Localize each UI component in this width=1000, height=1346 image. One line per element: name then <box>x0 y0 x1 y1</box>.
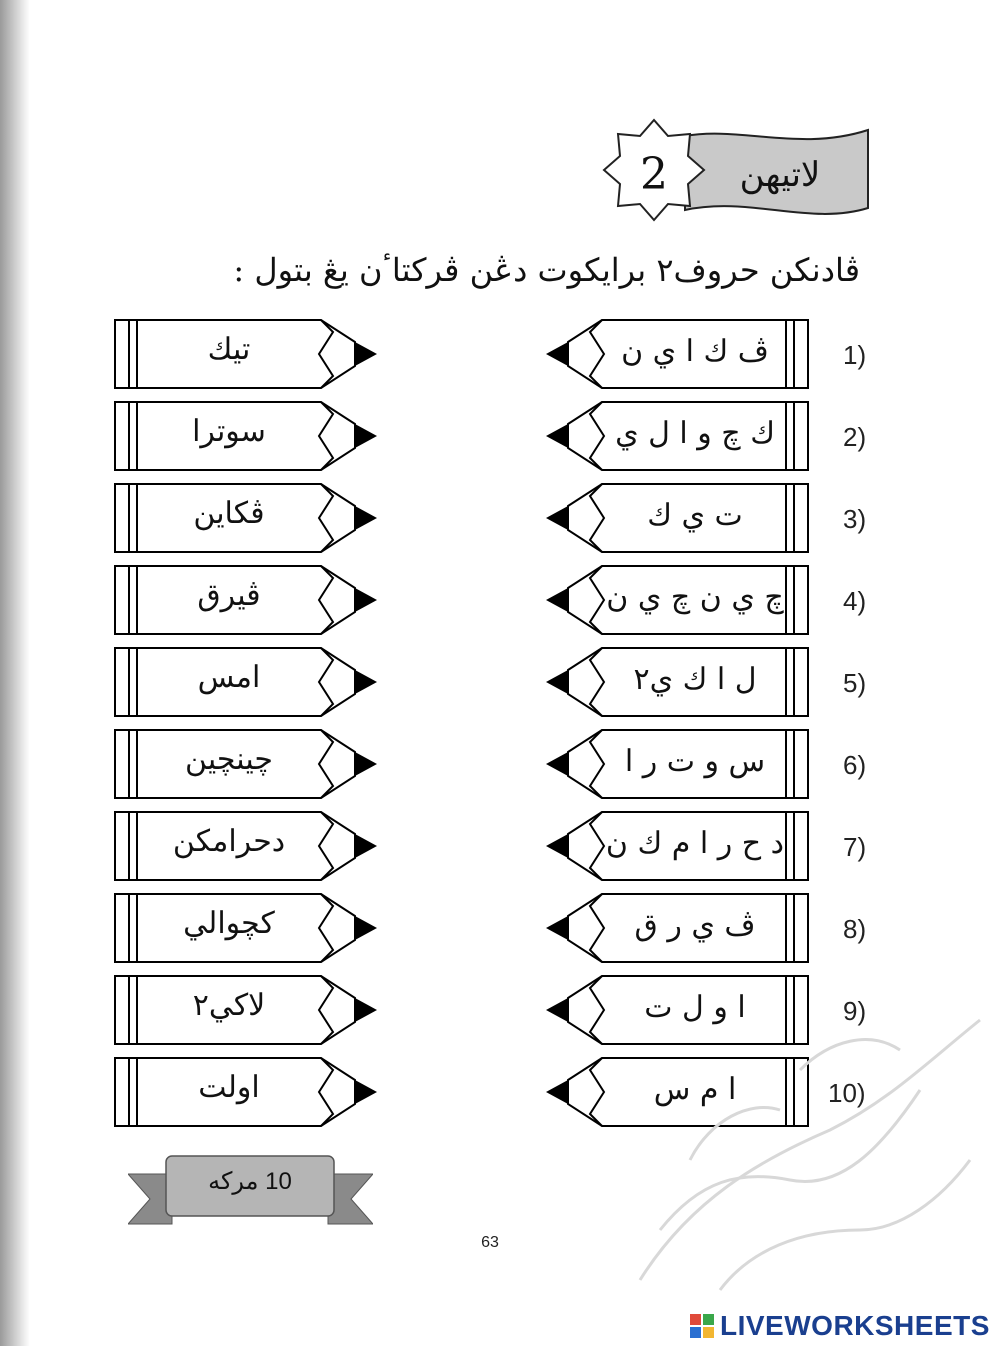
word-pencil[interactable] <box>112 564 377 636</box>
letters-pencil[interactable] <box>546 400 811 472</box>
calligraphy-watermark <box>600 980 1000 1310</box>
answer-word: امس <box>197 660 261 695</box>
word-pencil[interactable] <box>112 892 377 964</box>
exercise-title: لاتيهن <box>739 155 821 195</box>
row-number: 8) <box>843 914 867 944</box>
row-number: 1) <box>843 340 867 370</box>
scrambled-letters: ل ا ك ي٢ <box>633 662 757 697</box>
answer-word: ڤيرق <box>197 578 261 613</box>
page-number: 63 <box>481 1234 499 1251</box>
word-pencil[interactable] <box>112 646 377 718</box>
word-pencil[interactable] <box>112 1056 377 1128</box>
instruction-text: ڤادنكن حروف٢ برايكوت دڠن ڤركتاٴن يڠ بتول : <box>233 251 860 289</box>
row-number: 3) <box>843 504 867 534</box>
row-number: 10) <box>828 1078 866 1108</box>
answer-word: چينچين <box>185 742 273 777</box>
scrambled-letters: ا م س <box>653 1072 737 1107</box>
scrambled-letters: ك چ و ا ل ي <box>615 416 775 451</box>
letters-pencil[interactable] <box>546 810 811 882</box>
brand-text: LIVEWORKSHEETS <box>720 1310 990 1341</box>
answer-word: كچوالي <box>183 906 275 941</box>
letters-pencil[interactable] <box>546 646 811 718</box>
scrambled-letters: چ ي ن چ ي ن <box>606 580 784 615</box>
row-number: 4) <box>843 586 867 616</box>
answer-word: ڤكاين <box>193 496 265 531</box>
letters-pencil[interactable] <box>546 318 811 390</box>
liveworksheets-brand <box>690 1308 990 1344</box>
letters-pencil[interactable] <box>546 728 811 800</box>
scrambled-letters: ڤ ك ا ي ن <box>621 334 769 369</box>
letters-pencil[interactable] <box>546 564 811 636</box>
scrambled-letters: د ح ر ا م ك ن <box>605 826 784 861</box>
row-number: 7) <box>843 832 867 862</box>
scrambled-letters: ا و ل ت <box>644 990 746 1025</box>
answer-word: سوترا <box>192 414 266 449</box>
row-number: 2) <box>843 422 867 452</box>
letters-pencil[interactable] <box>546 892 811 964</box>
exercise-number: 2 <box>640 149 668 200</box>
scrambled-letters: س و ت ر ا <box>624 744 766 779</box>
answer-word: لاكي٢ <box>192 988 266 1023</box>
word-pencil[interactable] <box>112 810 377 882</box>
answer-word: اولت <box>198 1070 260 1105</box>
row-number: 5) <box>843 668 867 698</box>
scrambled-letters: ت ي ك <box>647 498 743 533</box>
word-pencil[interactable] <box>112 974 377 1046</box>
word-pencil[interactable] <box>112 318 377 390</box>
word-pencil[interactable] <box>112 400 377 472</box>
answer-word: تيك <box>207 332 251 367</box>
marks-label: 10 مركه <box>208 1168 292 1195</box>
row-number: 9) <box>843 996 867 1026</box>
scrambled-letters: ڤ ي ر ق <box>634 908 756 943</box>
word-pencil[interactable] <box>112 728 377 800</box>
word-pencil[interactable] <box>112 482 377 554</box>
answer-word: دحرامكن <box>172 824 286 859</box>
row-number: 6) <box>843 750 867 780</box>
letters-pencil[interactable] <box>546 482 811 554</box>
liveworksheets-logo-icon <box>690 1314 714 1338</box>
